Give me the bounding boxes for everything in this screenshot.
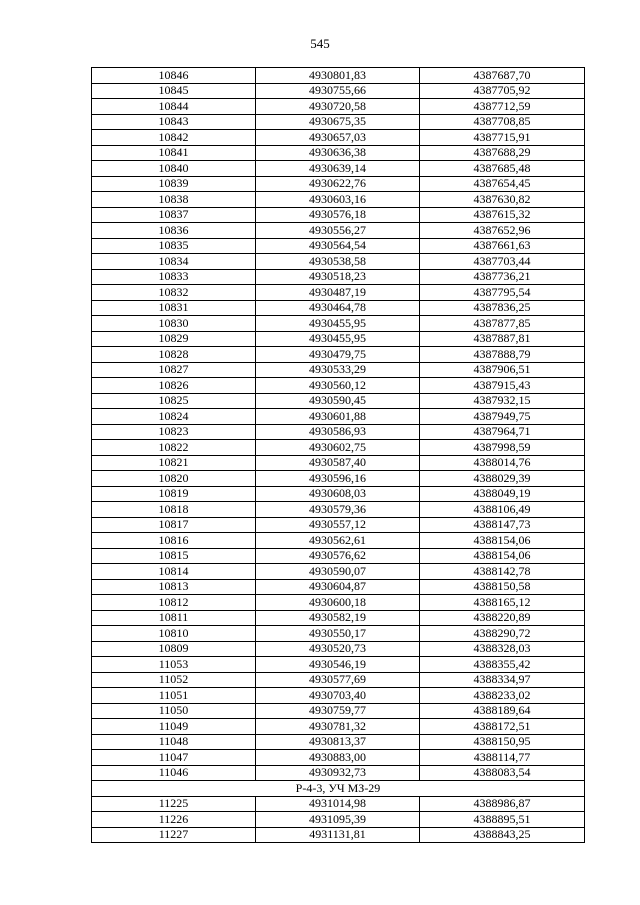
table-row [92,362,585,378]
table-row [92,285,585,301]
y-coordinate-cell: 4388334,97 [420,672,585,688]
section-title: Р-4-3, УЧ МЗ-29 [92,781,585,797]
x-coordinate-cell: 4930590,45 [256,393,420,409]
y-coordinate-cell: 4387705,92 [420,83,585,99]
x-coordinate-cell: 4930579,36 [256,502,420,518]
y-coordinate-cell: 4387661,63 [420,238,585,254]
page-number: 545 [310,36,330,51]
y-coordinate-cell: 4388142,78 [420,564,585,580]
table-row [92,455,585,471]
table-row [92,579,585,595]
y-coordinate-cell: 4388843,25 [420,827,585,843]
point-number-cell: 10817 [92,517,256,533]
y-coordinate-cell: 4387888,79 [420,347,585,363]
x-coordinate-cell: 4930622,76 [256,176,420,192]
x-coordinate-cell: 4930755,66 [256,83,420,99]
y-coordinate-cell: 4387932,15 [420,393,585,409]
table-row [92,409,585,425]
point-number-cell: 10831 [92,300,256,316]
table-row [92,564,585,580]
table-row [92,440,585,456]
y-coordinate-cell: 4388114,77 [420,750,585,766]
y-coordinate-cell: 4387949,75 [420,409,585,425]
x-coordinate-cell: 4930546,19 [256,657,420,673]
y-coordinate-cell: 4387877,85 [420,316,585,332]
point-number-cell: 10820 [92,471,256,487]
table-row [92,672,585,688]
point-number-cell: 10809 [92,641,256,657]
x-coordinate-cell: 4930801,83 [256,68,420,84]
x-coordinate-cell: 4931014,98 [256,796,420,812]
section-header-row [92,781,585,797]
point-number-cell: 10842 [92,130,256,146]
point-number-cell: 10814 [92,564,256,580]
point-number-cell: 10812 [92,595,256,611]
table-row [92,300,585,316]
x-coordinate-cell: 4930603,16 [256,192,420,208]
table-row [92,796,585,812]
table-row [92,192,585,208]
table-row [92,269,585,285]
y-coordinate-cell: 4388147,73 [420,517,585,533]
y-coordinate-cell: 4388895,51 [420,812,585,828]
point-number-cell: 10830 [92,316,256,332]
x-coordinate-cell: 4930636,38 [256,145,420,161]
point-number-cell: 10826 [92,378,256,394]
table-row [92,145,585,161]
x-coordinate-cell: 4930586,93 [256,424,420,440]
table-row [92,347,585,363]
x-coordinate-cell: 4930464,78 [256,300,420,316]
y-coordinate-cell: 4388172,51 [420,719,585,735]
point-number-cell: 10836 [92,223,256,239]
point-number-cell: 11226 [92,812,256,828]
y-coordinate-cell: 4387703,44 [420,254,585,270]
table-row [92,99,585,115]
table-row [92,765,585,781]
point-number-cell: 10815 [92,548,256,564]
x-coordinate-cell: 4930639,14 [256,161,420,177]
y-coordinate-cell: 4388290,72 [420,626,585,642]
x-coordinate-cell: 4930781,32 [256,719,420,735]
x-coordinate-cell: 4930487,19 [256,285,420,301]
x-coordinate-cell: 4930657,03 [256,130,420,146]
y-coordinate-cell: 4387615,32 [420,207,585,223]
x-coordinate-cell: 4930577,69 [256,672,420,688]
y-coordinate-cell: 4387964,71 [420,424,585,440]
y-coordinate-cell: 4388150,95 [420,734,585,750]
point-number-cell: 11048 [92,734,256,750]
y-coordinate-cell: 4387687,70 [420,68,585,84]
point-number-cell: 10843 [92,114,256,130]
x-coordinate-cell: 4930455,95 [256,316,420,332]
x-coordinate-cell: 4930556,27 [256,223,420,239]
table-row [92,238,585,254]
x-coordinate-cell: 4930883,00 [256,750,420,766]
x-coordinate-cell: 4930608,03 [256,486,420,502]
y-coordinate-cell: 4388083,54 [420,765,585,781]
table-row [92,657,585,673]
point-number-cell: 10837 [92,207,256,223]
y-coordinate-cell: 4387712,59 [420,99,585,115]
y-coordinate-cell: 4387654,45 [420,176,585,192]
point-number-cell: 10839 [92,176,256,192]
x-coordinate-cell: 4930601,88 [256,409,420,425]
y-coordinate-cell: 4388154,06 [420,533,585,549]
table-row [92,688,585,704]
table-row [92,316,585,332]
point-number-cell: 10818 [92,502,256,518]
table-row [92,486,585,502]
x-coordinate-cell: 4930576,62 [256,548,420,564]
point-number-cell: 10824 [92,409,256,425]
table-row [92,827,585,843]
table-row [92,548,585,564]
y-coordinate-cell: 4387715,91 [420,130,585,146]
point-number-cell: 10832 [92,285,256,301]
table-row [92,331,585,347]
y-coordinate-cell: 4387688,29 [420,145,585,161]
point-number-cell: 10825 [92,393,256,409]
table-row [92,114,585,130]
x-coordinate-cell: 4930564,54 [256,238,420,254]
x-coordinate-cell: 4930582,19 [256,610,420,626]
x-coordinate-cell: 4930533,29 [256,362,420,378]
table-row [92,750,585,766]
point-number-cell: 10810 [92,626,256,642]
point-number-cell: 11049 [92,719,256,735]
x-coordinate-cell: 4930562,61 [256,533,420,549]
point-number-cell: 11047 [92,750,256,766]
y-coordinate-cell: 4388986,87 [420,796,585,812]
point-number-cell: 10841 [92,145,256,161]
point-number-cell: 11046 [92,765,256,781]
y-coordinate-cell: 4387998,59 [420,440,585,456]
y-coordinate-cell: 4387906,51 [420,362,585,378]
x-coordinate-cell: 4930600,18 [256,595,420,611]
point-number-cell: 10813 [92,579,256,595]
table-row [92,130,585,146]
point-number-cell: 10835 [92,238,256,254]
x-coordinate-cell: 4930518,23 [256,269,420,285]
point-number-cell: 11227 [92,827,256,843]
x-coordinate-cell: 4930932,73 [256,765,420,781]
point-number-cell: 11053 [92,657,256,673]
x-coordinate-cell: 4930538,58 [256,254,420,270]
y-coordinate-cell: 4388355,42 [420,657,585,673]
table-row [92,207,585,223]
point-number-cell: 10828 [92,347,256,363]
y-coordinate-cell: 4387915,43 [420,378,585,394]
x-coordinate-cell: 4930604,87 [256,579,420,595]
point-number-cell: 11052 [92,672,256,688]
y-coordinate-cell: 4388106,49 [420,502,585,518]
table-row [92,626,585,642]
table-row [92,424,585,440]
table-row [92,393,585,409]
y-coordinate-cell: 4387887,81 [420,331,585,347]
y-coordinate-cell: 4387795,54 [420,285,585,301]
point-number-cell: 10827 [92,362,256,378]
coordinates-table-body [92,68,585,843]
point-number-cell: 10844 [92,99,256,115]
x-coordinate-cell: 4930587,40 [256,455,420,471]
x-coordinate-cell: 4930479,75 [256,347,420,363]
table-row [92,610,585,626]
x-coordinate-cell: 4930557,12 [256,517,420,533]
y-coordinate-cell: 4388049,19 [420,486,585,502]
point-number-cell: 11225 [92,796,256,812]
point-number-cell: 11050 [92,703,256,719]
table-row [92,176,585,192]
x-coordinate-cell: 4931095,39 [256,812,420,828]
point-number-cell: 11051 [92,688,256,704]
table-row [92,812,585,828]
x-coordinate-cell: 4930455,95 [256,331,420,347]
x-coordinate-cell: 4930720,58 [256,99,420,115]
x-coordinate-cell: 4930576,18 [256,207,420,223]
x-coordinate-cell: 4931131,81 [256,827,420,843]
x-coordinate-cell: 4930759,77 [256,703,420,719]
point-number-cell: 10833 [92,269,256,285]
x-coordinate-cell: 4930813,37 [256,734,420,750]
table-row [92,254,585,270]
x-coordinate-cell: 4930596,16 [256,471,420,487]
x-coordinate-cell: 4930703,40 [256,688,420,704]
table-row [92,502,585,518]
table-row [92,533,585,549]
table-row [92,378,585,394]
y-coordinate-cell: 4387836,25 [420,300,585,316]
point-number-cell: 10845 [92,83,256,99]
table-row [92,595,585,611]
point-number-cell: 10840 [92,161,256,177]
table-row [92,68,585,84]
x-coordinate-cell: 4930602,75 [256,440,420,456]
table-row [92,719,585,735]
table-row [92,223,585,239]
x-coordinate-cell: 4930550,17 [256,626,420,642]
point-number-cell: 10822 [92,440,256,456]
point-number-cell: 10829 [92,331,256,347]
y-coordinate-cell: 4388014,76 [420,455,585,471]
table-row [92,471,585,487]
table-row [92,703,585,719]
x-coordinate-cell: 4930560,12 [256,378,420,394]
y-coordinate-cell: 4388233,02 [420,688,585,704]
point-number-cell: 10846 [92,68,256,84]
y-coordinate-cell: 4387708,85 [420,114,585,130]
table-row [92,83,585,99]
table-row [92,517,585,533]
x-coordinate-cell: 4930520,73 [256,641,420,657]
table-row [92,161,585,177]
x-coordinate-cell: 4930590,07 [256,564,420,580]
y-coordinate-cell: 4387685,48 [420,161,585,177]
point-number-cell: 10838 [92,192,256,208]
x-coordinate-cell: 4930675,35 [256,114,420,130]
y-coordinate-cell: 4388220,89 [420,610,585,626]
point-number-cell: 10819 [92,486,256,502]
y-coordinate-cell: 4388150,58 [420,579,585,595]
y-coordinate-cell: 4388154,06 [420,548,585,564]
coordinates-table [91,67,585,843]
y-coordinate-cell: 4387652,96 [420,223,585,239]
y-coordinate-cell: 4388165,12 [420,595,585,611]
y-coordinate-cell: 4388328,03 [420,641,585,657]
point-number-cell: 10811 [92,610,256,626]
y-coordinate-cell: 4387630,82 [420,192,585,208]
point-number-cell: 10821 [92,455,256,471]
y-coordinate-cell: 4388029,39 [420,471,585,487]
table-row [92,641,585,657]
point-number-cell: 10823 [92,424,256,440]
y-coordinate-cell: 4388189,64 [420,703,585,719]
table-row [92,734,585,750]
point-number-cell: 10816 [92,533,256,549]
y-coordinate-cell: 4387736,21 [420,269,585,285]
point-number-cell: 10834 [92,254,256,270]
